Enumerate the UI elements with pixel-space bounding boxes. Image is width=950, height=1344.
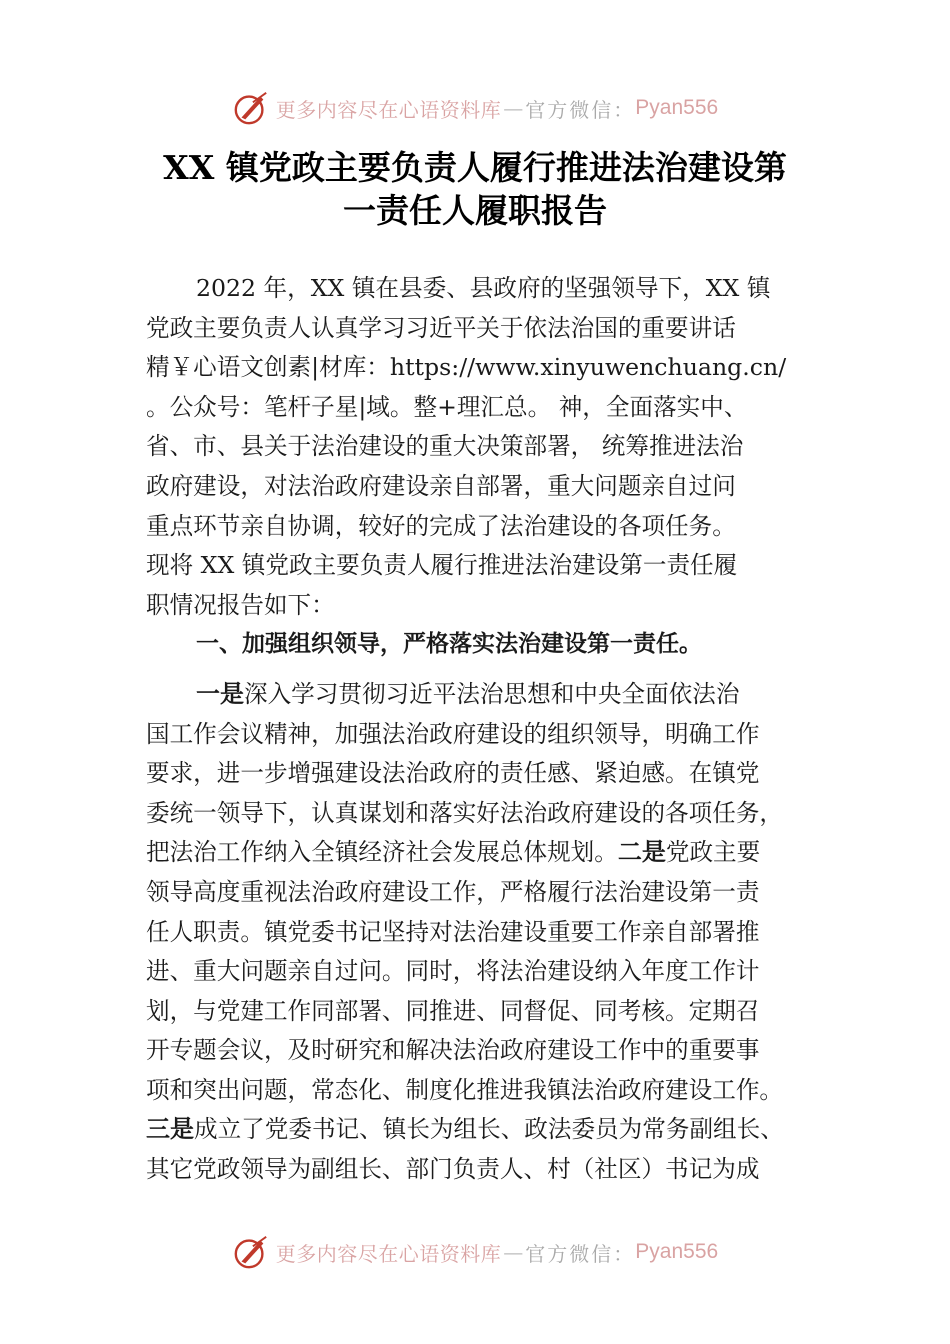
text-line: 领导高度重视法治政府建设工作，严格履行法治建设第一责	[146, 877, 760, 906]
paragraph-section-1	[146, 675, 826, 1190]
text-line: 精￥心语文创素|材库：https://www.xinyuwenchuang.cn/	[146, 353, 787, 382]
watermark-banner-bottom	[0, 1230, 950, 1274]
text-line: 。公众号：笔杆子星|域。整+理汇总。 神，全面落实中、	[146, 392, 748, 421]
text-line: 其它党政领导为副组长、部门负责人、村（社区）书记为成	[146, 1155, 760, 1184]
text-line: 开专题会议，及时研究和解决法治政府建设工作中的重要事	[146, 1036, 760, 1065]
lead-marker-2: 二是	[617, 838, 666, 867]
watermark-banner-top	[0, 86, 950, 130]
watermark-wechat-label: 官方微信：	[525, 97, 636, 122]
text-line: 项和突出问题，常态化、制度化推进我镇法治政府建设工作。	[146, 1075, 784, 1104]
lead-marker-1: 一是	[196, 679, 244, 708]
watermark-site-text: 更多内容尽在心语资料库	[275, 97, 502, 122]
text-line: 委统一领导下，认真谋划和落实好法治政府建设的各项任务，	[146, 798, 784, 827]
text-line: 2022 年，XX 镇在县委、县政府的坚强领导下，XX 镇	[196, 274, 771, 302]
text-line: 任人职责。镇党委书记坚持对法治建设重要工作亲自部署推	[146, 917, 760, 946]
text-line: 现将 XX 镇党政主要负责人履行推进法治建设第一责任履	[146, 551, 738, 580]
title-line-1: XX 镇党政主要负责人履行推进法治建设第	[163, 148, 787, 187]
text-line: 一是深入学习贯彻习近平法治思想和中央全面依法治	[196, 679, 740, 708]
watermark-wechat-id: Pyan556	[635, 96, 719, 119]
text-line: 省、市、县关于法治建设的重大决策部署， 统筹推进法治	[146, 432, 744, 461]
text-line: 重点环节亲自协调，较好的完成了法治建设的各项任务。	[146, 511, 736, 540]
section-heading-1: 一、加强组织领导，严格落实法治建设第一责任。	[196, 631, 702, 658]
text-line: 党政主要负责人认真学习习近平关于依法治国的重要讲话	[146, 313, 736, 342]
text-line: 把法治工作纳入全镇经济社会发展总体规划。二是党政主要	[146, 838, 761, 867]
watermark-separator: —	[503, 1240, 524, 1264]
quill-seal-icon	[232, 1233, 270, 1271]
text-line: 进、重大问题亲自过问。同时，将法治建设纳入年度工作计	[146, 957, 760, 986]
text-line: 划，与党建工作同部署、同推进、同督促、同考核。定期召	[146, 996, 760, 1025]
text-line: 政府建设，对法治政府建设亲自部署，重大问题亲自过问	[146, 471, 736, 500]
document-body	[146, 269, 826, 1190]
watermark-wechat-label: 官方微信：	[525, 1241, 636, 1266]
text-line: 国工作会议精神，加强法治政府建设的组织领导，明确工作	[146, 719, 760, 748]
text-line: 职情况报告如下：	[146, 590, 335, 619]
text-line: 要求，进一步增强建设法治政府的责任感、紧迫感。在镇党	[146, 759, 760, 788]
paragraph-intro	[146, 269, 826, 625]
watermark-wechat-id: Pyan556	[635, 1240, 719, 1263]
watermark-site-text: 更多内容尽在心语资料库	[275, 1241, 502, 1266]
watermark-separator: —	[503, 96, 524, 120]
quill-seal-icon	[232, 89, 270, 127]
text-line: 三是成立了党委书记、镇长为组长、政法委员为常务副组长、	[146, 1115, 784, 1144]
title-line-2: 一责任人履职报告	[343, 191, 607, 230]
lead-marker-3: 三是	[146, 1115, 194, 1144]
document-title	[0, 146, 950, 232]
